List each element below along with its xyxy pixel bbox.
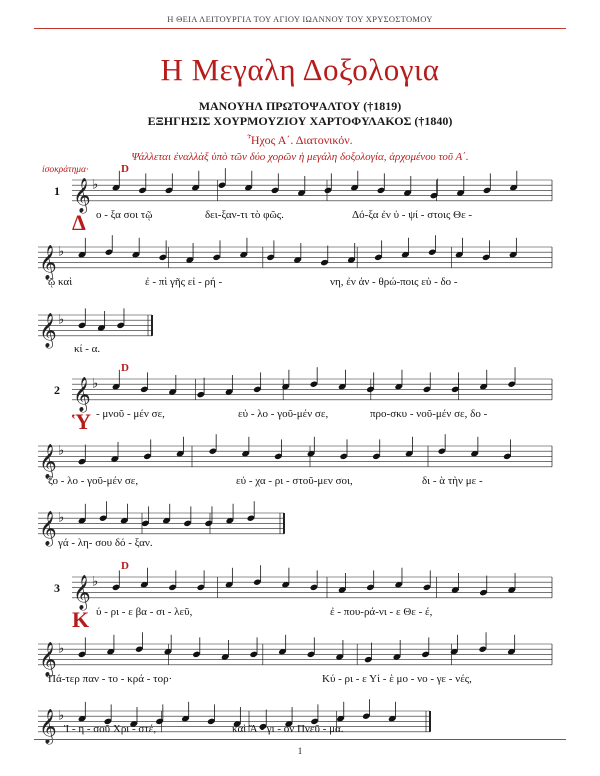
verse-initial: Κ (72, 607, 90, 632)
lyric-syllables: Δό-ξα ἐν ὑ - ψί - στοις Θε - (352, 209, 473, 221)
rubric-line: Ψάλλεται ἐναλλὰξ ὑπὸ τῶν δύο χορῶν ἡ μεγάλη δοξολογία, ἀρχομένου τοῦ Α΄. (131, 151, 469, 163)
ison-marker: D (121, 163, 129, 175)
ison-marker: D (121, 362, 129, 374)
flat-key-signature-icon: ♭ (92, 176, 99, 192)
lyric-syllables: καὶ Ἅ - γι - ον Πνεῦ - μα. (232, 723, 344, 735)
lyric-syllables: ῷ καὶ (48, 276, 73, 288)
lyric-syllables: Πά-τερ παν - το - κρά - τορ· (48, 673, 173, 685)
lyric-syllables: δει-ξαν-τι τὸ φῶς. (205, 209, 284, 221)
composer-line: ΜΑΝΟΥΗΛ ΠΡΩΤΟΨΑΛΤΟΥ (†1819) (198, 99, 402, 113)
treble-clef-icon: 𝄞 (39, 511, 57, 545)
lyric-syllables: ο - ξα σοι τῷ (96, 209, 153, 221)
flat-key-signature-icon: ♭ (92, 375, 99, 391)
lyric-syllables: προ-σκυ - νοῦ-μέν σε, δο - (370, 408, 488, 420)
verse-initial: Δ (72, 210, 86, 235)
flat-key-signature-icon: ♭ (92, 573, 99, 589)
lyric-syllables: εὐ - χα - ρι - στοῦ-μεν σοι, (236, 475, 353, 487)
page-number: 1 (297, 746, 303, 756)
verse-number: 2 (54, 383, 60, 397)
lyric-syllables: Ἰ - η - σοῦ Χρι - στέ, (64, 723, 157, 735)
treble-clef-icon: 𝄞 (73, 575, 91, 609)
treble-clef-icon: 𝄞 (39, 709, 57, 743)
lyric-syllables: Κύ - ρι - ε Υἱ - ὲ μο - νο - γε - νές, (322, 673, 472, 685)
treble-clef-icon: 𝄞 (39, 444, 57, 478)
lyric-syllables: δι - ὰ τὴν με - (422, 475, 483, 487)
flat-key-signature-icon: ♭ (58, 640, 65, 656)
verse-number: 3 (54, 581, 60, 595)
treble-clef-icon: 𝄞 (73, 377, 91, 411)
flat-key-signature-icon: ♭ (58, 311, 65, 327)
treble-clef-icon: 𝄞 (73, 178, 91, 212)
ison-marker: D (121, 560, 129, 572)
flat-key-signature-icon: ♭ (58, 243, 65, 259)
mode-line: Ἦχος Α΄. Διατονικόν. (247, 133, 353, 147)
running-header: Η ΘΕΙΑ ΛΕΙΤΟΥΡΓΙΑ ΤΟΥ ΑΓΙΟΥ ΙΩΑΝΝΟΥ ΤΟΥ ΧΡΥΣΟΣΤΟΜΟΥ (167, 14, 433, 24)
lyric-syllables: εὐ - λο - γοῦ-μέν σε, (238, 408, 329, 420)
verse-number: 1 (54, 184, 60, 198)
lyric-syllables: ύ - ρι - ε βα - σι - λεῦ, (96, 606, 193, 618)
treble-clef-icon: 𝄞 (39, 245, 57, 279)
treble-clef-icon: 𝄞 (39, 313, 57, 347)
verse-initial: Ὑ (72, 409, 92, 434)
lyric-syllables: ἐ - που-ρά-νι - ε Θε - έ, (330, 606, 433, 618)
lyric-syllables: κί - α. (74, 343, 101, 355)
flat-key-signature-icon: ♭ (58, 707, 65, 723)
treble-clef-icon: 𝄞 (39, 642, 57, 676)
lyric-syllables: νη, ἐν ἀν - θρώ-ποις εὐ - δο - (330, 276, 458, 288)
lyric-syllables: - μνοῦ - μέν σε, (96, 408, 165, 420)
flat-key-signature-icon: ♭ (58, 442, 65, 458)
lyric-syllables: γά - λη- σου δό - ξαν. (58, 537, 153, 549)
lyric-syllables: ξο - λο - γοῦ-μέν σε, (48, 475, 139, 487)
lyric-syllables: ἐ - πὶ γῆς εἰ - ρή - (145, 276, 223, 288)
ison-label: ἰσοκράτημα· (42, 165, 89, 175)
footer-rule (34, 739, 566, 740)
flat-key-signature-icon: ♭ (58, 509, 65, 525)
page-title: Η Μεγαλη Δοξολογια (160, 52, 440, 87)
exegesis-line: ΕΞΗΓΗΣΙΣ ΧΟΥΡΜΟΥΖΙΟΥ ΧΑΡΤΟΦΥΛΑΚΟΣ (†1840) (147, 114, 453, 128)
